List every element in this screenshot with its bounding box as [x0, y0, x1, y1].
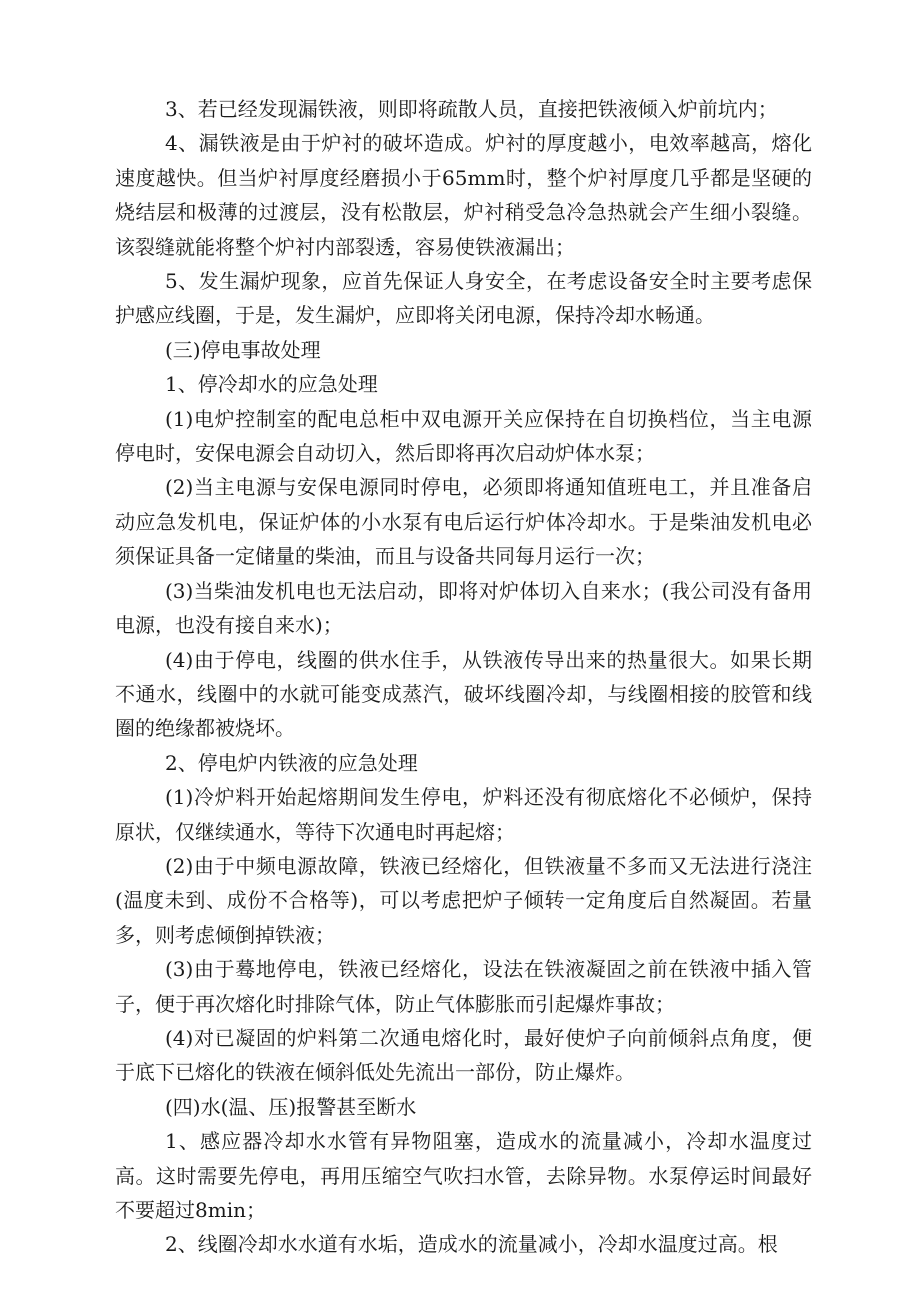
paragraph-alarm-2: 2、线圈冷却水水道有水垢，造成水的流量减小，冷却水温度过高。根 — [165, 1232, 778, 1257]
section-heading-water-alarm: (四)水(温、压)报警甚至断水 — [165, 1094, 417, 1119]
paragraph-molten-4: (4)对已凝固的炉料第二次通电熔化时，最好使炉子向前倾斜点角度，便于底下已熔化的铁液在倾斜低处先流出一部份，防止爆炸。 — [115, 1025, 812, 1085]
subsection-heading-cooling-water: 1、停冷却水的应急处理 — [165, 372, 378, 397]
paragraph-leak-evacuate: 3、若已经发现漏铁液，则即将疏散人员，直接把铁液倾入炉前坑内； — [165, 97, 778, 121]
section-heading-power-outage: (三)停电事故处理 — [165, 337, 321, 362]
paragraph-cooling-1: (1)电炉控制室的配电总柜中双电源开关应保持在自切换档位，当主电源停电时，安保电源会自动切入，然后即将再次启动炉体水泵； — [115, 406, 812, 466]
paragraph-leak-safety: 5、发生漏炉现象，应首先保证人身安全，在考虑设备安全时主要考虑保护感应线圈，于是，发生漏炉，应即将关闭电源，保持冷却水畅通。 — [115, 269, 812, 328]
paragraph-molten-1: (1)冷炉料开始起熔期间发生停电，炉料还没有彻底熔化不必倾炉，保持原状，仅继续通水，等待下次通电时再起熔； — [115, 785, 812, 844]
paragraph-molten-3: (3)由于蓦地停电，铁液已经熔化，设法在铁液凝固之前在铁液中插入管子，便于再次熔化时排除气体，防止气体膨胀而引起爆炸事故； — [115, 957, 812, 1016]
paragraph-cooling-4: (4)由于停电，线圈的供水住手，从铁液传导出来的热量很大。如果长期不通水，线圈中的水就可能变成蒸汽，破坏线圈冷却，与线圈相接的胶管和线圈的绝缘都被烧坏。 — [115, 647, 812, 741]
paragraph-alarm-1: 1、感应器冷却水水管有异物阻塞，造成水的流量减小，冷却水温度过高。这时需要先停电，再用压缩空气吹扫水管，去除异物。水泵停运时间最好不要超过8min； — [115, 1129, 812, 1222]
paragraph-leak-cause: 4、漏铁液是由于炉衬的破坏造成。炉衬的厚度越小，电效率越高，熔化速度越快。但当炉衬厚度经磨损小于65mm时，整个炉衬厚度几乎都是坚硬的烧结层和极薄的过渡层，没有松散层，炉衬稍受急冷急热就会产生细小裂缝。该裂缝就能将整个炉衬内部裂透，容易使铁液漏出； — [115, 131, 812, 259]
paragraph-cooling-3: (3)当柴油发机电也无法启动，即将对炉体切入自来水；(我公司没有备用电源，也没有接自来水)； — [115, 578, 812, 638]
paragraph-molten-2: (2)由于中频电源故障，铁液已经熔化，但铁液量不多而又无法进行浇注(温度未到、成份不合格等)，可以考虑把炉子倾转一定角度后自然凝固。若量多，则考虑倾倒掉铁液； — [115, 853, 812, 947]
subsection-heading-molten-iron: 2、停电炉内铁液的应急处理 — [165, 750, 418, 775]
paragraph-cooling-2: (2)当主电源与安保电源同时停电，必须即将通知值班电工，并且准备启动应急发机电，保证炉体的小水泵有电后运行炉体冷却水。于是柴油发机电必须保证具备一定储量的柴油，而且与设备共同每月运行一次； — [115, 475, 812, 569]
